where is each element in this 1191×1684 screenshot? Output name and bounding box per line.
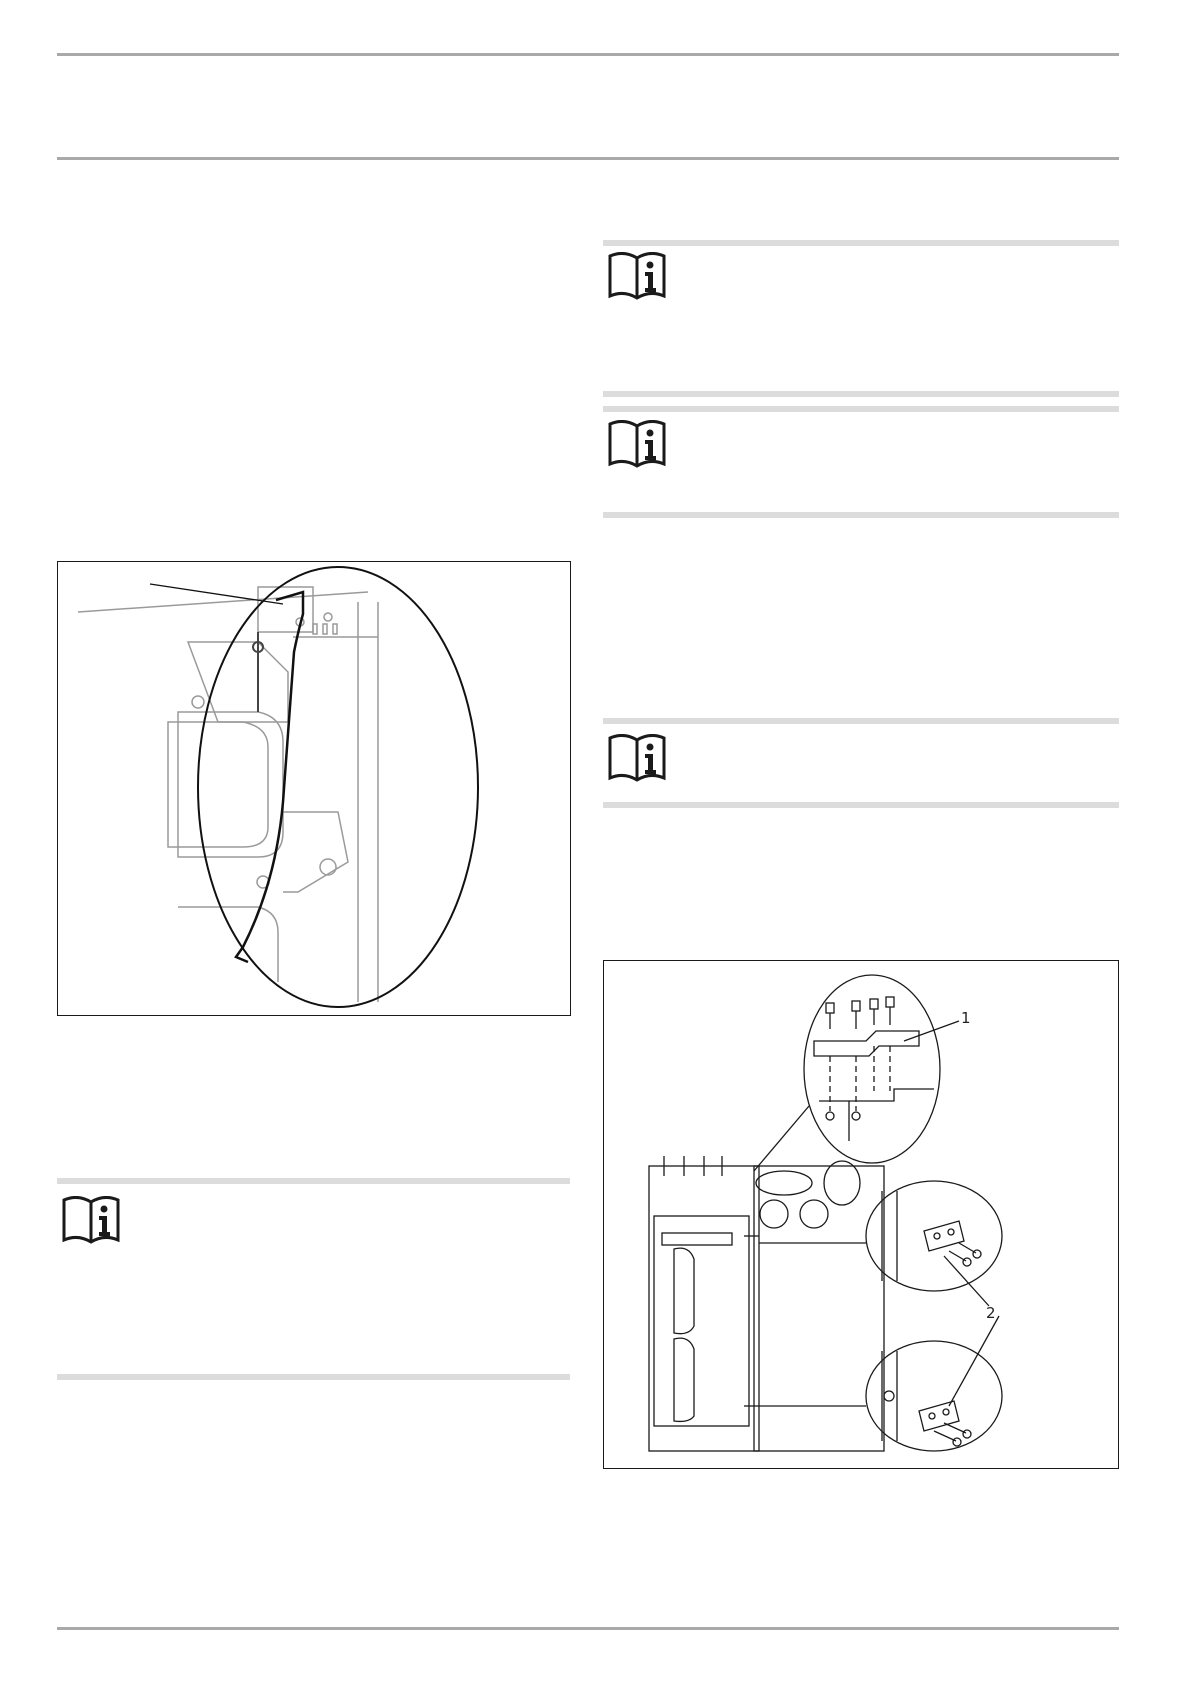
- figure-bracket-mounting: [603, 960, 1119, 1469]
- callout-2: 2: [986, 1304, 996, 1322]
- header-rule-bottom: [57, 157, 1119, 160]
- info-box-4-top-bar: [57, 1178, 570, 1184]
- info-box-4-bottom-bar: [57, 1374, 570, 1380]
- info-box-1-bottom-bar: [603, 391, 1119, 397]
- callout-1: 1: [961, 1009, 971, 1027]
- info-box-3-bottom-bar: [603, 802, 1119, 808]
- info-box-1-top-bar: [603, 240, 1119, 246]
- book-info-icon: [606, 734, 668, 784]
- book-info-icon: [606, 420, 668, 470]
- info-box-2-bottom-bar: [603, 512, 1119, 518]
- figure-cable-routing: [57, 561, 571, 1016]
- info-box-3-top-bar: [603, 718, 1119, 724]
- book-info-icon: [60, 1196, 122, 1246]
- header-rule-top: [57, 53, 1119, 56]
- footer-rule: [57, 1627, 1119, 1630]
- book-info-icon: [606, 252, 668, 302]
- info-box-2-top-bar: [603, 406, 1119, 412]
